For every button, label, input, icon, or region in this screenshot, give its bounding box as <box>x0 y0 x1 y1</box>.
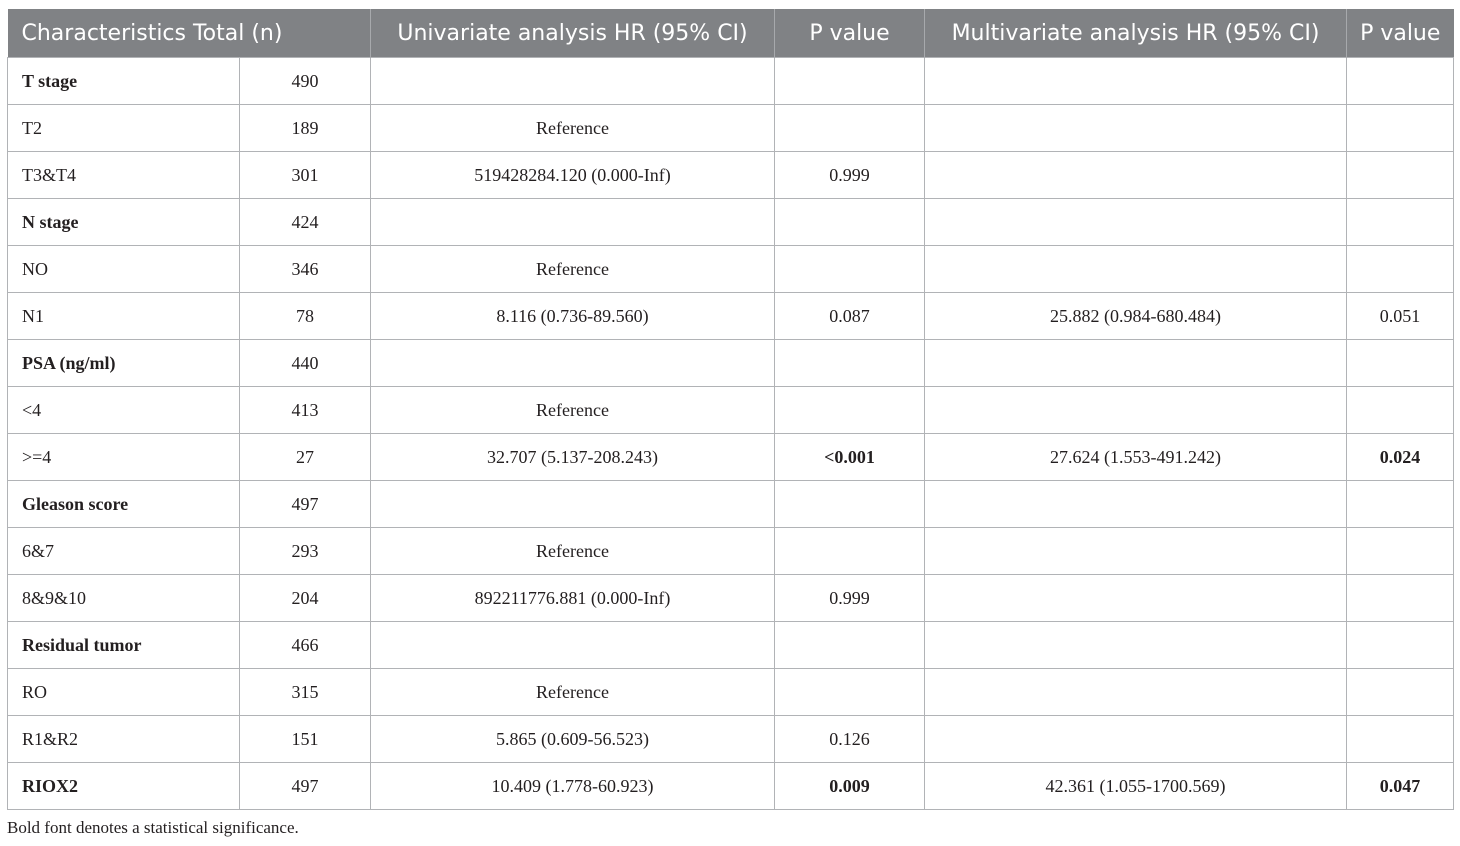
row-label: T2 <box>8 105 240 152</box>
row-multivariate-hr <box>925 387 1347 434</box>
table-row <box>8 387 1454 434</box>
row-label: Residual tumor <box>8 622 240 669</box>
row-multivariate-hr <box>925 340 1347 387</box>
row-multivariate-hr: 42.361 (1.055-1700.569) <box>925 763 1347 810</box>
row-multivariate-p <box>1347 575 1454 622</box>
row-label: <4 <box>8 387 240 434</box>
row-total-n: 204 <box>240 575 371 622</box>
table-row <box>8 716 1454 763</box>
row-multivariate-p: 0.051 <box>1347 293 1454 340</box>
table-row <box>8 528 1454 575</box>
row-multivariate-hr <box>925 246 1347 293</box>
row-univariate-hr <box>371 199 775 246</box>
row-label: RIOX2 <box>8 763 240 810</box>
row-total-n: 78 <box>240 293 371 340</box>
row-label: T3&T4 <box>8 152 240 199</box>
row-univariate-p: 0.999 <box>775 152 925 199</box>
row-univariate-hr: Reference <box>371 669 775 716</box>
row-label: 6&7 <box>8 528 240 575</box>
row-label: PSA (ng/ml) <box>8 340 240 387</box>
table-row <box>8 246 1454 293</box>
row-univariate-hr: 10.409 (1.778-60.923) <box>371 763 775 810</box>
row-label: R1&R2 <box>8 716 240 763</box>
header-univariate-hr: Univariate analysis HR (95% CI) <box>371 9 775 58</box>
row-total-n: 301 <box>240 152 371 199</box>
row-multivariate-p <box>1347 199 1454 246</box>
row-univariate-hr: 5.865 (0.609-56.523) <box>371 716 775 763</box>
row-univariate-p: 0.126 <box>775 716 925 763</box>
row-multivariate-p <box>1347 481 1454 528</box>
table-row <box>8 763 1454 810</box>
row-univariate-p <box>775 340 925 387</box>
table-header-row <box>8 9 1454 58</box>
row-multivariate-p <box>1347 669 1454 716</box>
row-multivariate-p <box>1347 622 1454 669</box>
row-univariate-hr <box>371 622 775 669</box>
row-univariate-p: <0.001 <box>775 434 925 481</box>
row-univariate-hr: Reference <box>371 246 775 293</box>
row-multivariate-hr <box>925 481 1347 528</box>
row-multivariate-p: 0.047 <box>1347 763 1454 810</box>
row-univariate-hr: Reference <box>371 387 775 434</box>
row-total-n: 490 <box>240 58 371 105</box>
row-univariate-p <box>775 622 925 669</box>
row-multivariate-p <box>1347 387 1454 434</box>
row-total-n: 189 <box>240 105 371 152</box>
table-row <box>8 199 1454 246</box>
row-univariate-p <box>775 105 925 152</box>
row-multivariate-hr <box>925 622 1347 669</box>
row-total-n: 497 <box>240 763 371 810</box>
row-univariate-hr <box>371 481 775 528</box>
row-label: >=4 <box>8 434 240 481</box>
row-total-n: 151 <box>240 716 371 763</box>
row-multivariate-p <box>1347 716 1454 763</box>
row-label: Gleason score <box>8 481 240 528</box>
row-multivariate-hr <box>925 199 1347 246</box>
table-row <box>8 293 1454 340</box>
row-univariate-p: 0.087 <box>775 293 925 340</box>
row-label: T stage <box>8 58 240 105</box>
row-univariate-p <box>775 481 925 528</box>
row-univariate-hr: 519428284.120 (0.000-Inf) <box>371 152 775 199</box>
row-label: N stage <box>8 199 240 246</box>
row-total-n: 440 <box>240 340 371 387</box>
row-univariate-hr <box>371 58 775 105</box>
row-univariate-hr: Reference <box>371 105 775 152</box>
row-multivariate-p <box>1347 58 1454 105</box>
row-multivariate-hr <box>925 105 1347 152</box>
table-row <box>8 152 1454 199</box>
table-row <box>8 575 1454 622</box>
row-multivariate-hr: 25.882 (0.984-680.484) <box>925 293 1347 340</box>
row-univariate-p: 0.009 <box>775 763 925 810</box>
row-total-n: 466 <box>240 622 371 669</box>
row-label: RO <box>8 669 240 716</box>
row-label: NO <box>8 246 240 293</box>
row-univariate-hr: 32.707 (5.137-208.243) <box>371 434 775 481</box>
row-univariate-p <box>775 199 925 246</box>
row-univariate-p: 0.999 <box>775 575 925 622</box>
row-total-n: 315 <box>240 669 371 716</box>
row-multivariate-hr <box>925 58 1347 105</box>
table-row <box>8 340 1454 387</box>
row-total-n: 424 <box>240 199 371 246</box>
row-total-n: 346 <box>240 246 371 293</box>
row-total-n: 497 <box>240 481 371 528</box>
row-label: 8&9&10 <box>8 575 240 622</box>
row-total-n: 27 <box>240 434 371 481</box>
row-univariate-hr <box>371 340 775 387</box>
table-row <box>8 481 1454 528</box>
row-multivariate-hr: 27.624 (1.553-491.242) <box>925 434 1347 481</box>
row-multivariate-hr <box>925 152 1347 199</box>
table-footnote: Bold font denotes a statistical significance. <box>7 818 299 837</box>
header-multivariate-hr: Multivariate analysis HR (95% CI) <box>925 9 1347 58</box>
row-multivariate-p <box>1347 246 1454 293</box>
row-multivariate-hr <box>925 575 1347 622</box>
row-univariate-p <box>775 669 925 716</box>
table-row <box>8 434 1454 481</box>
row-multivariate-hr <box>925 716 1347 763</box>
row-multivariate-p <box>1347 152 1454 199</box>
table-row <box>8 622 1454 669</box>
row-multivariate-hr <box>925 669 1347 716</box>
row-univariate-hr: Reference <box>371 528 775 575</box>
row-total-n: 413 <box>240 387 371 434</box>
header-multivariate-p: P value <box>1347 9 1454 58</box>
row-label: N1 <box>8 293 240 340</box>
row-univariate-p <box>775 246 925 293</box>
table-row <box>8 58 1454 105</box>
row-multivariate-p <box>1347 528 1454 575</box>
row-univariate-p <box>775 528 925 575</box>
row-multivariate-hr <box>925 528 1347 575</box>
header-characteristics: Characteristics Total (n) <box>8 9 371 58</box>
table-row <box>8 105 1454 152</box>
row-univariate-p <box>775 387 925 434</box>
row-univariate-hr: 8.116 (0.736-89.560) <box>371 293 775 340</box>
table-row <box>8 669 1454 716</box>
row-univariate-p <box>775 58 925 105</box>
row-univariate-hr: 892211776.881 (0.000-Inf) <box>371 575 775 622</box>
header-univariate-p: P value <box>775 9 925 58</box>
results-table <box>7 9 1454 810</box>
row-multivariate-p: 0.024 <box>1347 434 1454 481</box>
row-multivariate-p <box>1347 105 1454 152</box>
row-multivariate-p <box>1347 340 1454 387</box>
row-total-n: 293 <box>240 528 371 575</box>
